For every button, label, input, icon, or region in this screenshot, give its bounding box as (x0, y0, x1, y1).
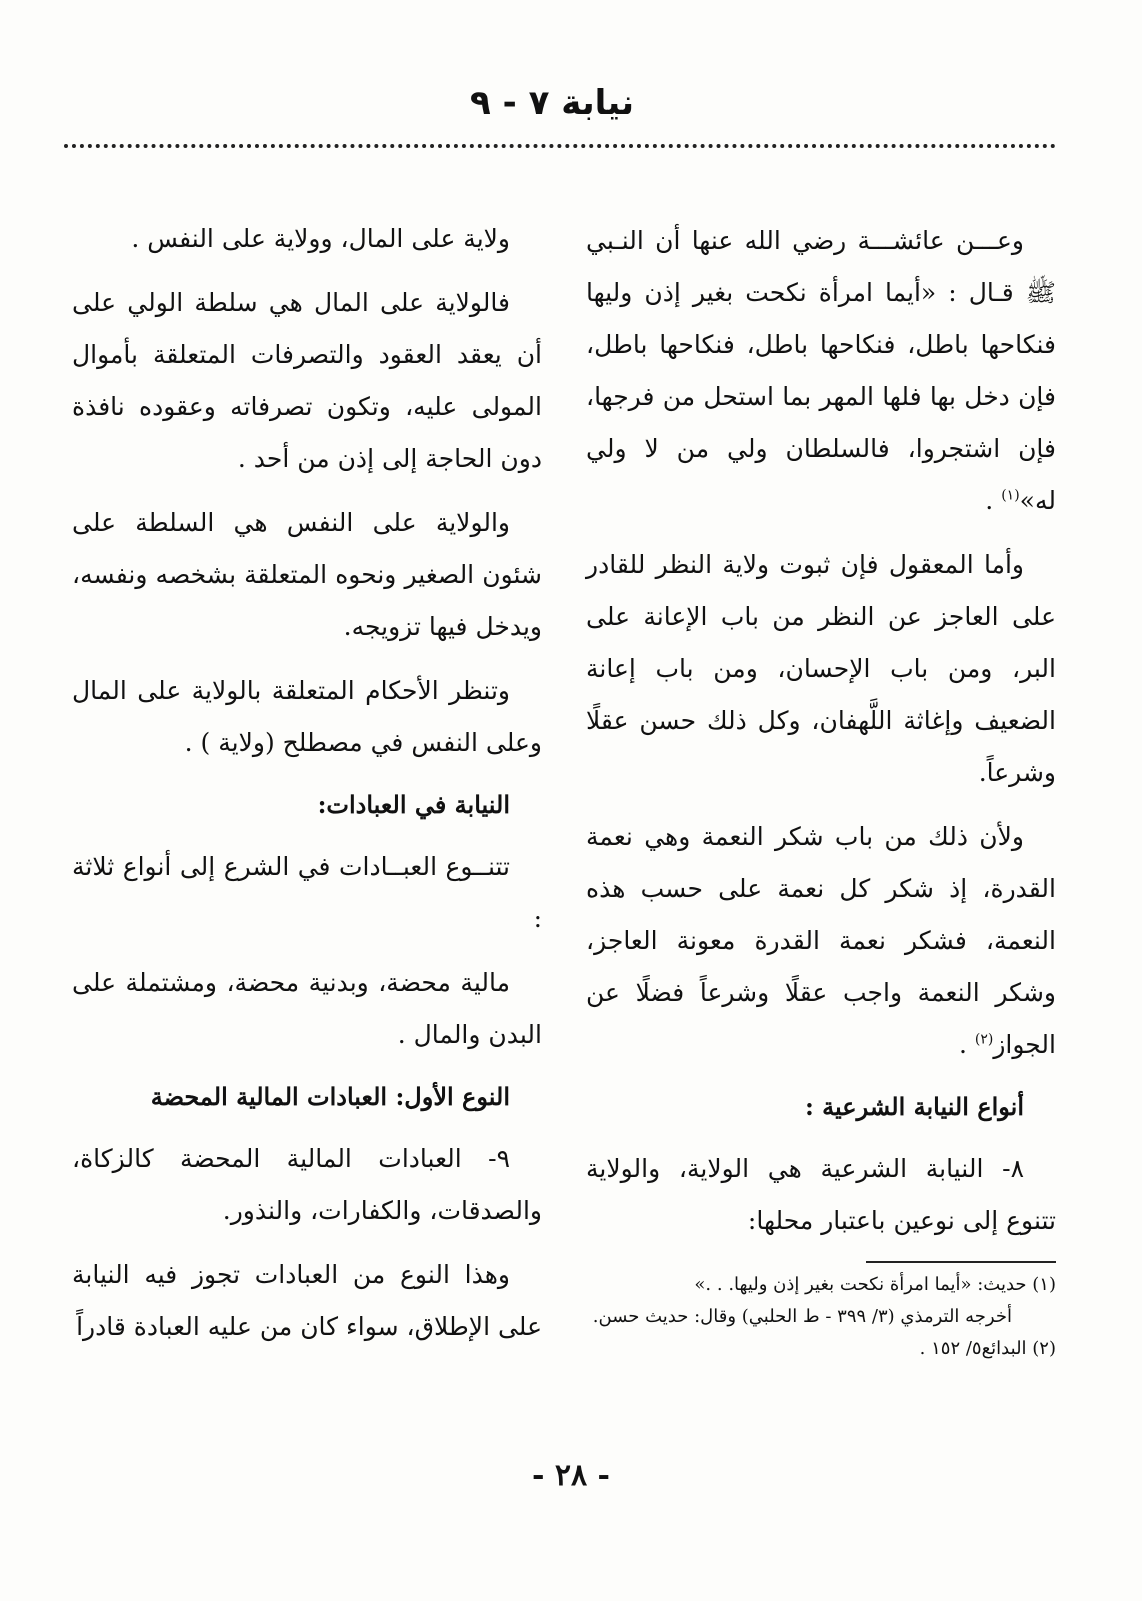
hadith-paragraph (586, 215, 1056, 527)
paragraph-wilaya-money: فالولاية على المال هي سلطة الولي على أن يعقد العقود والتصرفات المتعلقة بأموال المولى عليه، وتكون تصرفاته وعقوده نافذة دون الحاجة إلى إذن من أحد . (72, 288, 542, 473)
paragraph-worship-types: تتنــوع العبــادات في الشرع إلى أنواع ثلاثة : (72, 852, 542, 933)
dotted-header-rule (64, 144, 1056, 148)
paragraph-wilaya-types: ولاية على المال، وولاية على النفس . (131, 224, 510, 253)
reasoning-paragraph: وأما المعقول فإن ثبوت ولاية النظر للقادر على العاجز عن النظر من باب الإعانة على البر، ومن باب الإحسان، ومن باب إعانة الضعيف وإغاثة اللَّهفان، وكل ذلك حسن عقلًا وشرعاً. (586, 550, 1056, 787)
gratitude-paragraph (586, 811, 1056, 1071)
paragraph-delegation: وهذا النوع من العبادات تجوز فيه النيابة على الإطلاق، سواء كان من عليه العبادة قادراً (72, 1260, 542, 1341)
section-heading-types: أنواع النيابة الشرعية : (804, 1092, 1024, 1121)
gratitude-text: ولأن ذلك من باب شكر النعمة وهي نعمة القدرة، إذ شكر كل نعمة على حسب هذه النعمة، فشكر نعمة القدرة معونة العاجز، وشكر النعمة واجب عقلًا وشرعاً فضلًا عن الجواز (586, 822, 1056, 1059)
paragraph-worship-kinds: مالية محضة، وبدنية محضة، ومشتملة على البدن والمال . (72, 968, 542, 1049)
gratitude-end: . (958, 1030, 975, 1059)
running-head: نيابة ٧ - ٩ (470, 83, 634, 123)
footnotes (586, 1269, 1056, 1365)
footnote-1: (١) حديث: «أيما امرأة نكحت بغير إذن وليها. . .» (694, 1274, 1056, 1295)
footnote-rule (866, 1261, 1056, 1263)
footnote-ref-1: (١) (1001, 487, 1020, 504)
hadith-text: وعـــن عائشـــة رضي الله عنها أن النـبي ﷺ قـال : «أيما امرأة نكحت بغير إذن وليها فنكاحها باطل، فنكاحها باطل، فنكاحها باطل، فإن دخل بها فلها المهر بما استحل من فرجها، فإن اشتجروا، فالسلطان ولي من لا ولي له» (586, 226, 1056, 515)
paragraph-8: ٨- النيابة الشرعية هي الولاية، والولاية تتنوع إلى نوعين باعتبار محلها: (586, 1154, 1056, 1235)
right-column (586, 215, 1056, 1365)
section-heading-first-type: النوع الأول: العبادات المالية المحضة (150, 1082, 510, 1111)
paragraph-cross-reference: وتنظر الأحكام المتعلقة بالولاية على المال وعلى النفس في مصطلح (ولاية ) . (72, 676, 542, 757)
footnote-ref-2: (٢) (974, 1031, 994, 1048)
section-heading-worship: النيابة في العبادات: (317, 790, 510, 819)
left-column (72, 213, 542, 1365)
page-number: - ٢٨ - (531, 1458, 611, 1493)
footnote-2: (٢) البدائع٥/ ١٥٢ . (919, 1338, 1056, 1359)
footnote-1-source: أخرجه الترمذي (٣/ ٣٩٩ - ط الحلبي) وقال: حديث حسن. (592, 1306, 1012, 1327)
hadith-end: . (985, 486, 1002, 515)
paragraph-9: ٩- العبادات المالية المحضة كالزكاة، والصدقات، والكفارات، والنذور. (72, 1144, 542, 1225)
paragraph-wilaya-self: والولاية على النفس هي السلطة على شئون الصغير ونحوه المتعلقة بشخصه ونفسه، ويدخل فيها تزويجه. (72, 508, 542, 641)
